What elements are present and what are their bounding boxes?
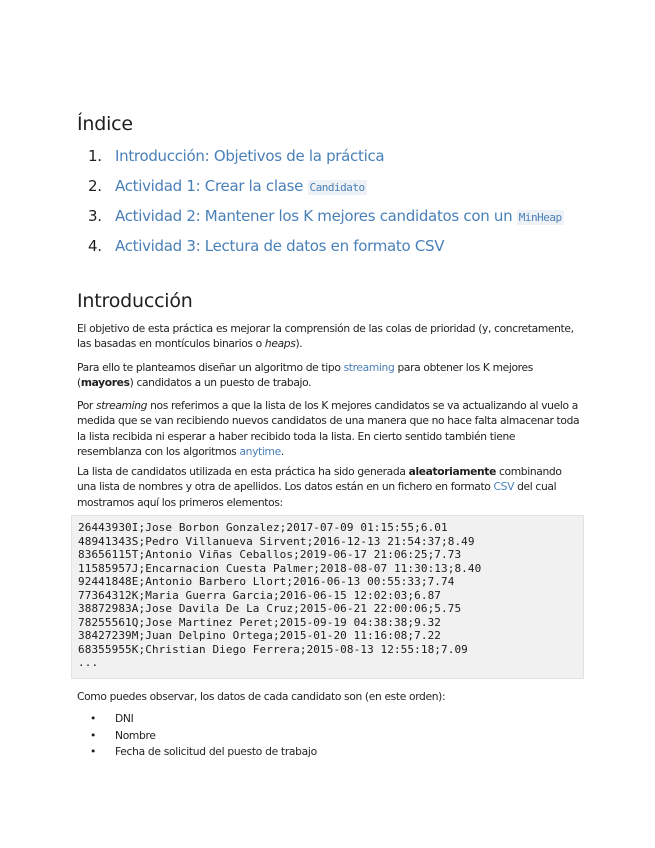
text-run: Para ello te planteamos diseñar un algoritmo de tipo (77, 361, 344, 374)
code-line: ... (78, 656, 99, 669)
text-run: La lista de candidatos utilizada en esta práctica ha sido generada (77, 465, 409, 478)
paragraph-datos-candidato: Como puedes observar, los datos de cada candidato son (en este orden): (77, 690, 446, 703)
text-run: del cual mostramos aquí los primeros elementos: (77, 480, 557, 509)
toc-item (88, 146, 564, 176)
bullet-icon: • (90, 712, 97, 725)
paragraph-objetivo (77, 321, 582, 352)
strong-text: aleatoriamente (408, 465, 496, 478)
code-line: 48941343S;Pedro Villanueva Sirvent;2016-12-13 21:54:37;8.49 (78, 534, 475, 548)
code-line: 26443930I;Jose Borbon Gonzalez;2017-07-09 01:15:55;6.01 (78, 521, 448, 534)
toc-link-text: Actividad 2: Mantener los K mejores candidatos con un (115, 207, 517, 225)
link-anytime[interactable]: anytime (239, 444, 281, 458)
strong-text: mayores (80, 376, 130, 390)
code-line: 77364312K;Maria Guerra Garcia;2016-06-15 12:02:03;6.87 (78, 588, 442, 602)
text-run: Por (77, 399, 96, 412)
table-of-contents (88, 146, 564, 266)
text-run: ). (295, 337, 303, 351)
code-line: 38872983A;Jose Davila De La Cruz;2015-06-21 22:00:06;5.75 (78, 602, 462, 615)
toc-link-text: Introducción: Objetivos de la práctica (115, 147, 385, 165)
toc-link-actividad-3[interactable] (115, 237, 444, 255)
code-line: 83656115T;Antonio Viñas Ceballos;2019-06-17 21:06:25;7.73 (78, 548, 462, 561)
toc-link-introduccion[interactable] (115, 147, 384, 165)
code-line: 68355955K;Christian Diego Ferrera;2015-08-13 12:55:18;7.09 (78, 642, 468, 656)
text-run: nos referimos a que la lista de los K mejores candidatos se va actualizando al vuelo a medida que se van recibiendo nuevos candidatos de una manera que no hace falta almacenar toda la lista recibida ni esperar a haber recibido toda la lista. En cierto sentido también tiene resemblanza con los algoritmos (77, 399, 580, 458)
toc-item (88, 236, 564, 266)
toc-link-code: Candidato (309, 181, 365, 194)
toc-link-code: MinHeap (518, 211, 562, 224)
section-heading-introduccion: Introducción (77, 290, 193, 312)
list-item-text: Fecha de solicitud del puesto de trabajo (115, 745, 317, 758)
toc-item-number: 3. (88, 207, 102, 225)
text-run: ) candidatos a un puesto de trabajo. (129, 376, 312, 390)
bullet-icon: • (90, 728, 97, 742)
paragraph-lista-candidatos (77, 464, 582, 510)
list-item-text: DNI (115, 712, 134, 725)
code-line: 11585957J;Encarnacion Cuesta Palmer;2018-08-07 11:30:13;8.40 (78, 561, 482, 575)
link-csv[interactable]: CSV (493, 480, 515, 494)
toc-link-actividad-1[interactable] (115, 177, 367, 195)
toc-item (88, 176, 564, 206)
text-run: . (280, 444, 284, 458)
bullet-icon: • (90, 745, 97, 758)
list-item (90, 744, 317, 761)
toc-link-text: Actividad 1: Crear la clase (115, 177, 308, 195)
text-run: para obtener los K mejores ( (77, 361, 533, 390)
toc-item-number: 1. (88, 147, 102, 165)
toc-item-number: 4. (88, 237, 102, 255)
link-streaming[interactable]: streaming (343, 361, 395, 374)
paragraph-streaming (77, 398, 582, 459)
toc-item-number: 2. (88, 177, 102, 195)
emphasis-text: heaps (264, 337, 296, 351)
bullet-list-campos (90, 711, 317, 761)
list-item (90, 711, 317, 728)
toc-item (88, 206, 564, 236)
emphasis-text: streaming (96, 399, 148, 412)
code-line: 78255561Q;Jose Martinez Peret;2015-09-19 04:38:38;9.32 (78, 615, 442, 629)
code-line: 92441848E;Antonio Barbero Llort;2016-06-13 00:55:33;7.74 (78, 575, 455, 588)
list-item-text: Nombre (115, 728, 156, 742)
code-line: 38427239M;Juan Delpino Ortega;2015-01-20 11:16:08;7.22 (78, 629, 442, 642)
list-item (90, 728, 317, 745)
paragraph-planteamiento (77, 360, 582, 391)
toc-link-text: Actividad 3: Lectura de datos en formato CSV (115, 237, 445, 255)
text-run: combinando una lista de nombres y otra de apellidos. Los datos están en un fichero en formato (77, 465, 562, 494)
toc-link-actividad-2[interactable] (115, 207, 564, 225)
toc-heading: Índice (77, 113, 133, 135)
code-block-csv-sample (71, 515, 584, 679)
text-run: El objetivo de esta práctica es mejorar la comprensión de las colas de prioridad (y, concretamente, las basadas en montículos binarios o (77, 322, 574, 351)
